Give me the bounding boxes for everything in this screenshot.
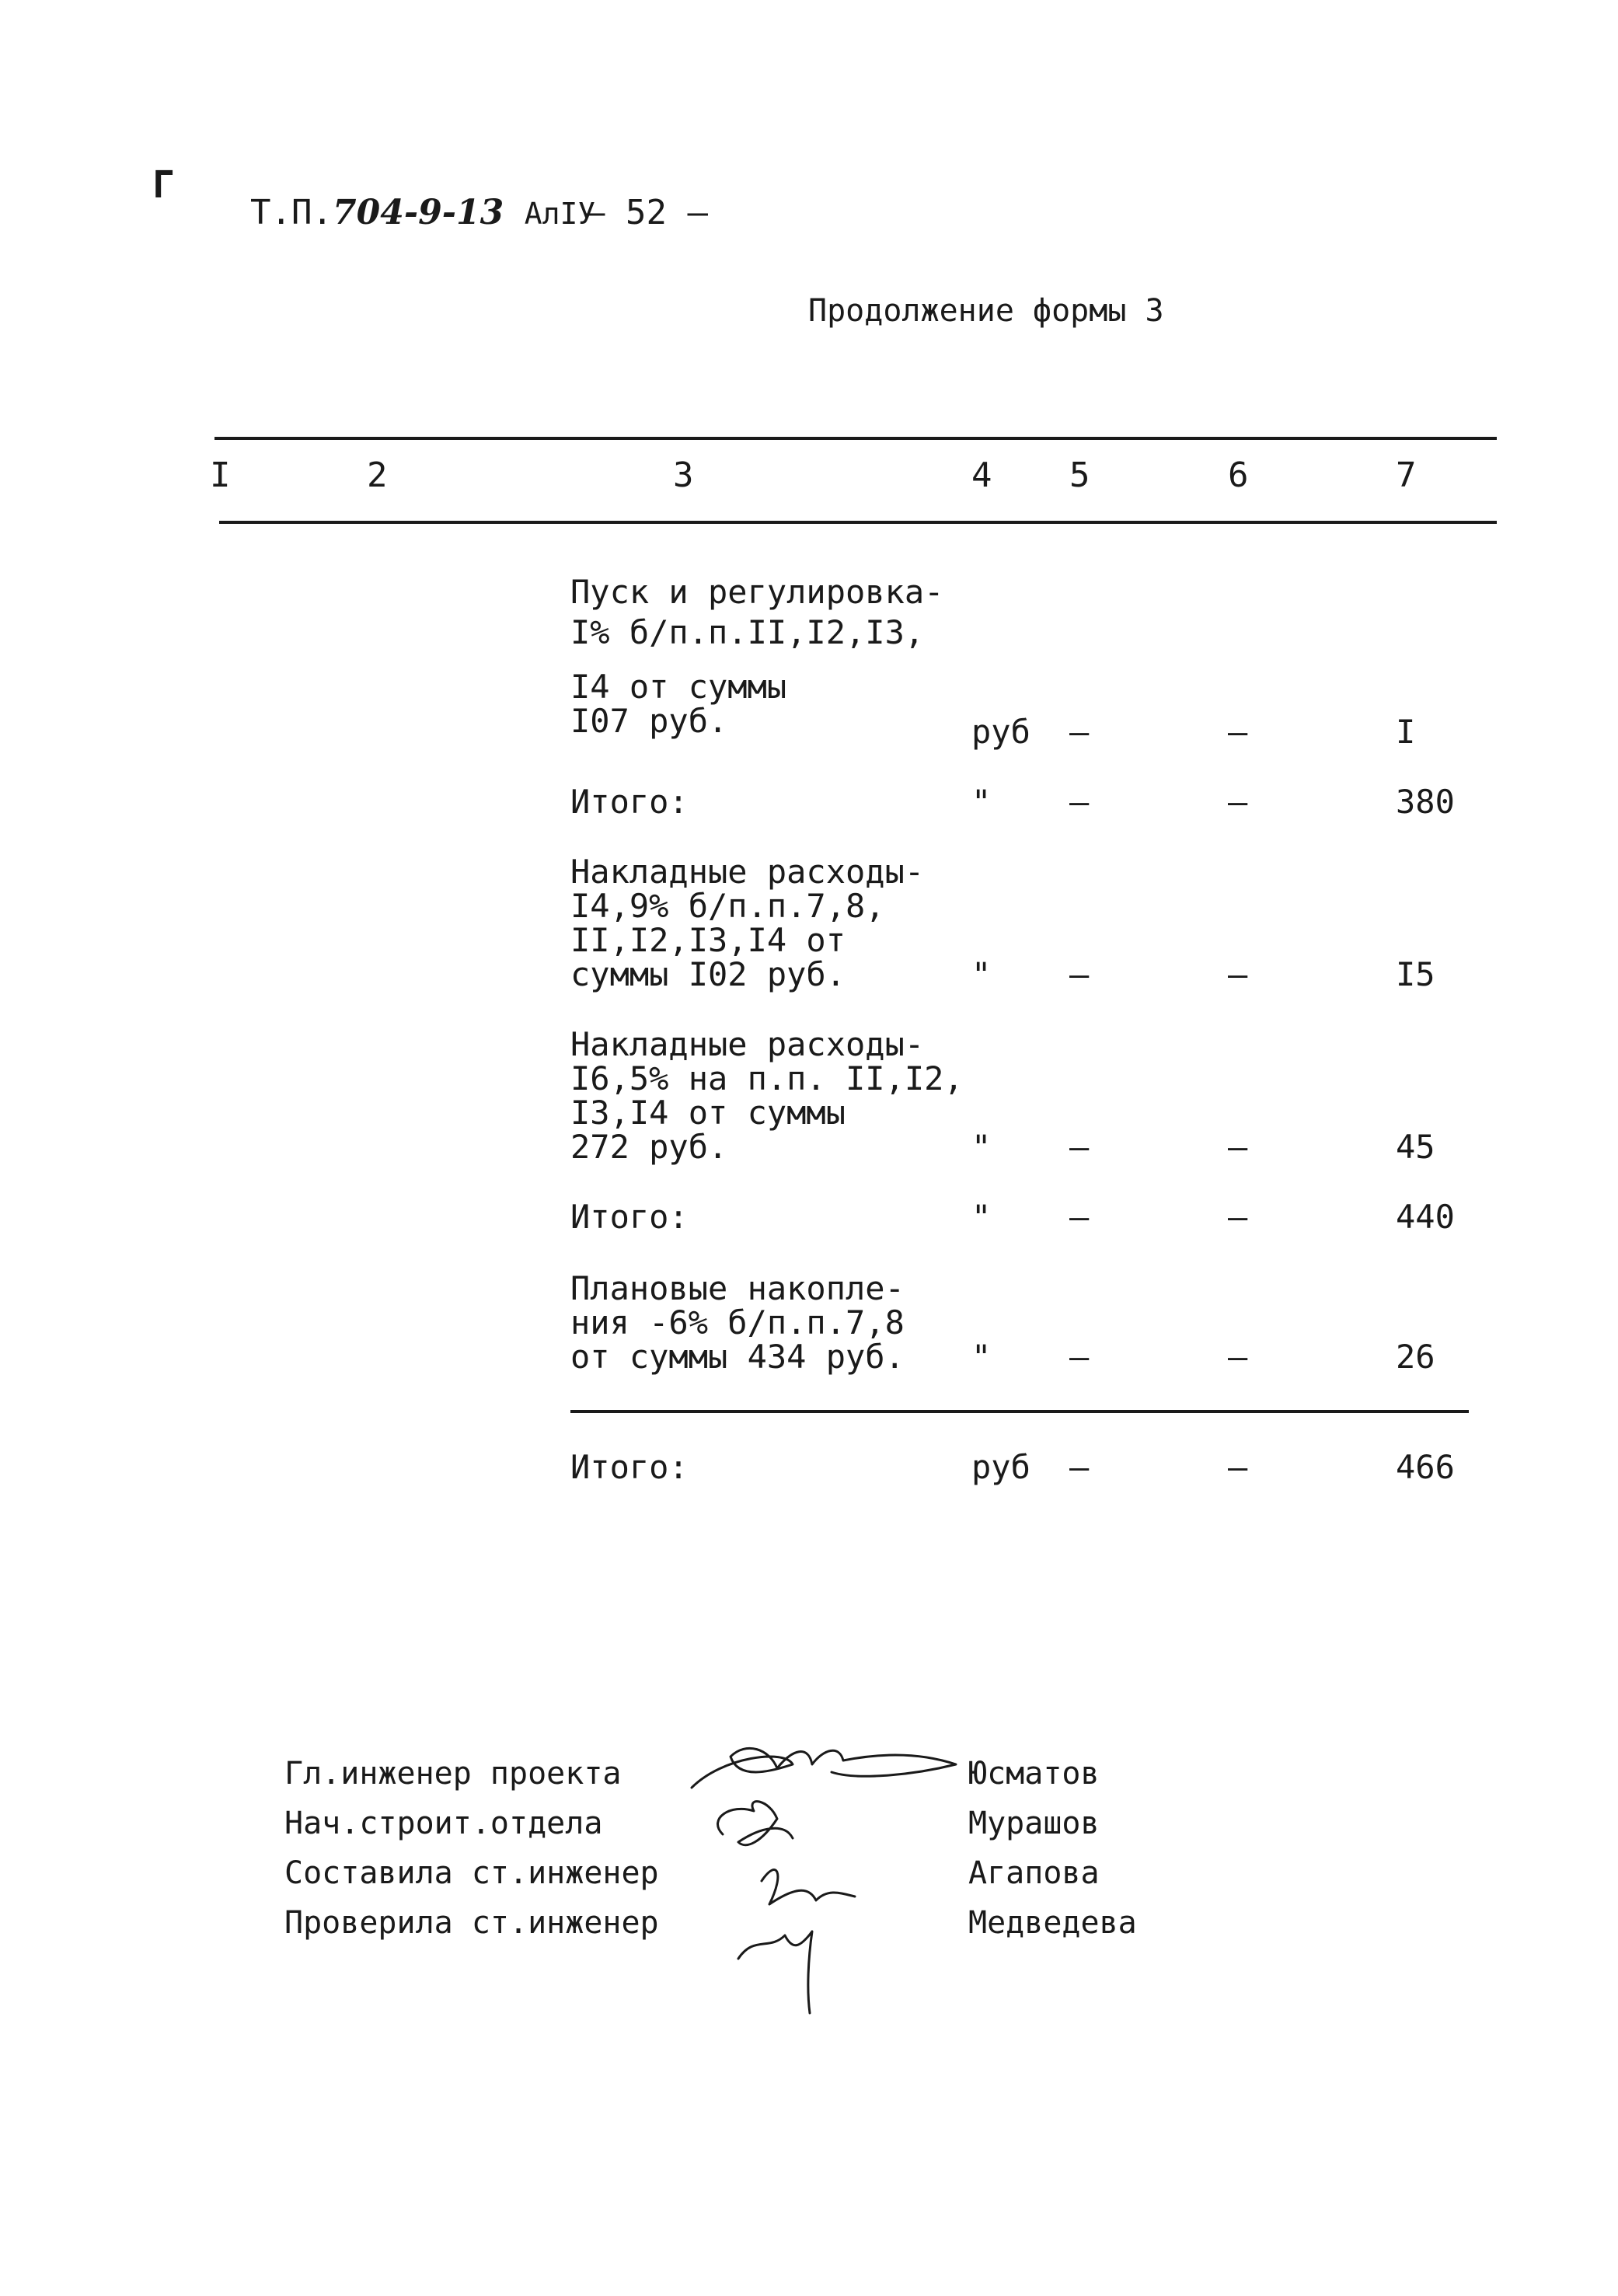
row-description-line: I4,9% б/п.п.7,8, [570,887,885,925]
row-description [570,785,689,819]
document-code-suffix: АлIУ [524,197,596,231]
unit-cell: " [971,1338,992,1376]
col6-cell: – [1228,1338,1248,1376]
row-description-line: Итого: [570,783,689,821]
signature-mark-2 [718,1802,793,1845]
col5-cell: – [1069,783,1090,821]
row-description-line: II,I2,I3,I4 от [570,921,846,959]
col5-cell: – [1069,1198,1090,1236]
row-description [570,855,924,992]
table-top-rule [214,437,1497,440]
unit-cell: " [971,1128,992,1166]
col5-cell: – [1069,1448,1090,1486]
col6-cell: – [1228,955,1248,993]
document-code [250,193,596,232]
row-description-line: Накладные расходы- [570,853,925,891]
column-header-2: 2 [367,455,388,495]
row-description-line: ния -6% б/п.п.7,8 [570,1303,905,1342]
row-description [570,1269,905,1376]
signature-mark-3 [762,1870,855,1904]
signature-title: Гл.инженер проекта [284,1756,622,1792]
col5-cell: – [1069,713,1090,751]
row-description-line: Итого: [570,1198,689,1236]
signature-name: Агапова [968,1855,1100,1891]
row-description [570,575,943,738]
signature-title: Нач.строит.отдела [284,1806,603,1841]
form-caption: Продолжение формы 3 [808,293,1164,329]
signature-mark-4 [738,1931,812,2013]
unit-cell: руб [971,1448,1030,1486]
column-header-1: I [210,455,231,495]
row-description-line: I07 руб. [570,702,728,740]
document-code-handwritten: 704-9-13 [332,193,504,232]
column-header-4: 4 [971,455,992,495]
grand-total-rule [570,1410,1469,1413]
total-cell: 380 [1396,783,1455,821]
row-description [570,1025,964,1166]
column-header-3: 3 [673,455,694,495]
total-cell: I5 [1396,955,1435,993]
column-header-7: 7 [1396,455,1417,495]
unit-cell: " [971,1198,992,1236]
signature-mark-1 [692,1748,956,1788]
row-description-line: суммы I02 руб. [570,955,846,993]
handwritten-signatures [676,1725,1003,2021]
unit-cell: руб [971,713,1030,751]
unit-cell: " [971,783,992,821]
col6-cell: – [1228,1448,1248,1486]
total-cell: 26 [1396,1338,1435,1376]
signature-name: Мурашов [968,1806,1100,1841]
row-description-line: Итого: [570,1448,689,1486]
total-cell: 440 [1396,1198,1455,1236]
col6-cell: – [1228,1128,1248,1166]
col6-cell: – [1228,713,1248,751]
row-description-line: 272 руб. [570,1128,728,1166]
corner-mark: Г [152,163,175,207]
document-code-prefix: Т.П. [250,193,333,232]
row-description-line: I% б/п.п.II,I2,I3, [570,613,925,651]
signature-title: Составила ст.инженер [284,1855,659,1891]
row-description-line: Пуск и регулировка- [570,573,944,611]
row-description-line: Накладные расходы- [570,1025,925,1063]
total-cell: 466 [1396,1448,1455,1486]
col6-cell: – [1228,1198,1248,1236]
col6-cell: – [1228,783,1248,821]
signature-name: Медведева [968,1905,1137,1941]
row-description-line: от суммы 434 руб. [570,1338,905,1376]
signature-title: Проверила ст.инженер [284,1905,659,1941]
col5-cell: – [1069,1338,1090,1376]
col5-cell: – [1069,955,1090,993]
row-description-line: I4 от суммы [570,668,787,706]
row-description-line: I6,5% на п.п. II,I2, [570,1059,964,1097]
row-description-line: Плановые накопле- [570,1269,905,1307]
table-header-rule [219,521,1497,524]
unit-cell: " [971,955,992,993]
total-cell: 45 [1396,1128,1435,1166]
column-header-6: 6 [1228,455,1249,495]
col5-cell: – [1069,1128,1090,1166]
total-cell: I [1396,713,1416,751]
grand-total-label [570,1450,689,1485]
page-number: — 52 — [584,193,708,232]
signature-name: Юсматов [968,1756,1100,1792]
column-header-5: 5 [1069,455,1090,495]
row-description [570,1200,689,1234]
row-description-line: I3,I4 от суммы [570,1094,846,1132]
